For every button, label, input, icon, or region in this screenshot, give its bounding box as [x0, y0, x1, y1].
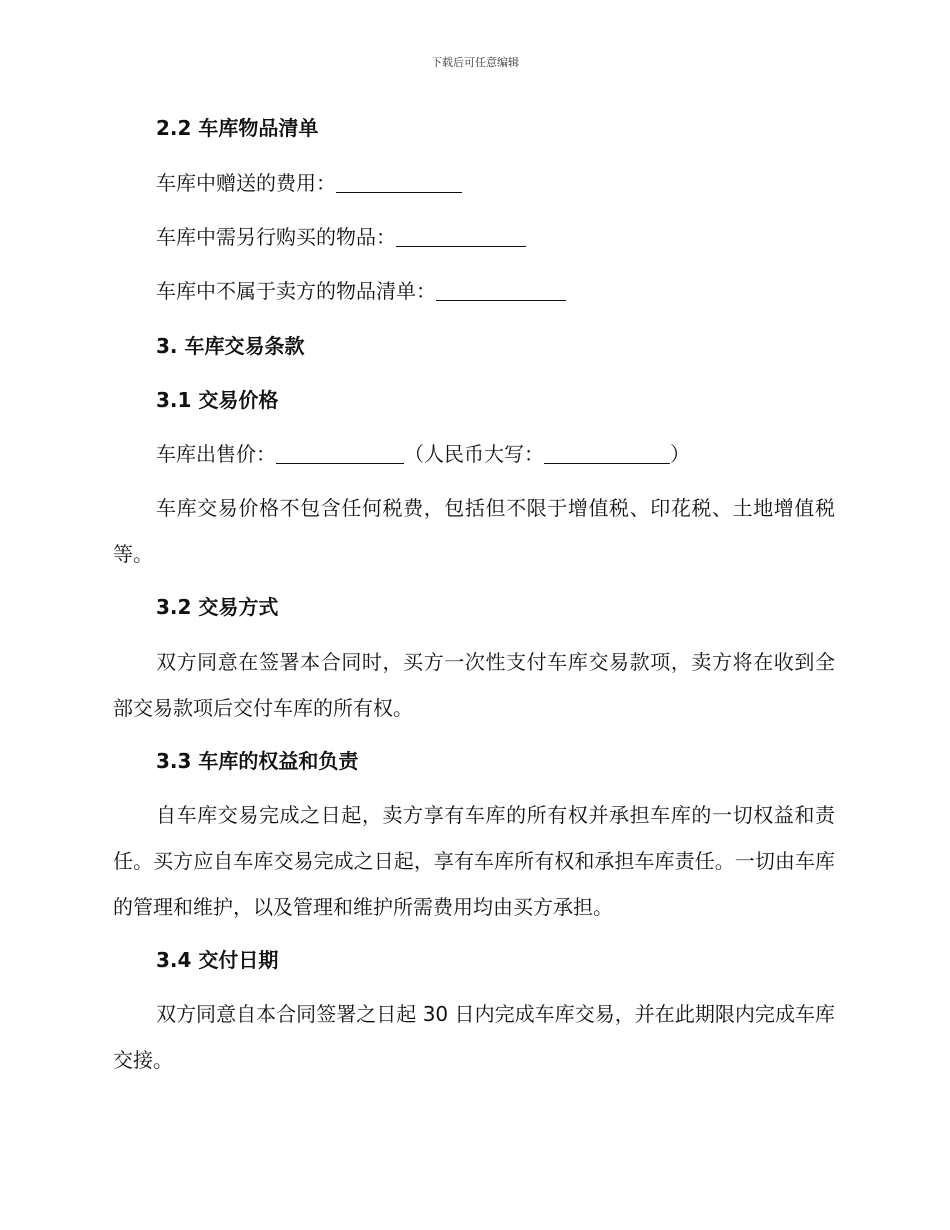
gift-fee-line: [156, 160, 836, 206]
extra-items-label: 车库中需另行购买的物品：: [156, 225, 396, 249]
price-blank[interactable]: [276, 443, 404, 464]
payment-paragraph: 双方同意在签署本合同时，买方一次性支付车库交易款项，卖方将在收到全部交易款项后交付车库的所有权。: [113, 650, 835, 720]
page-header-note: 下载后可任意编辑: [431, 56, 519, 69]
price-upper-blank[interactable]: [544, 443, 670, 464]
section-2-2-heading: 2.2 车库物品清单: [156, 116, 319, 140]
non-seller-items-label: 车库中不属于卖方的物品清单：: [156, 279, 436, 303]
section-3-heading: 3. 车库交易条款: [156, 334, 305, 358]
price-label: 车库出售价：: [156, 442, 276, 466]
section-3-4-heading: 3.4 交付日期: [156, 948, 279, 972]
extra-items-line: [156, 214, 836, 260]
rights-paragraph: 自车库交易完成之日起，卖方享有车库的所有权并承担车库的一切权益和责任。买方应自车库交易完成之日起，享有车库所有权和承担车库责任。一切由车库的管理和维护，以及管理和维护所需费用均由买方承担。: [113, 803, 835, 919]
price-line: [156, 431, 836, 477]
section-3-2-heading: 3.2 交易方式: [156, 595, 279, 619]
delivery-paragraph: 双方同意自本合同签署之日起 30 日内完成车库交易，并在此期限内完成车库交接。: [113, 1002, 835, 1072]
extra-items-blank[interactable]: [396, 226, 526, 247]
gift-fee-label: 车库中赠送的费用：: [156, 171, 336, 195]
non-seller-items-blank[interactable]: [436, 280, 566, 301]
gift-fee-blank[interactable]: [336, 172, 462, 193]
section-3-3-heading: 3.3 车库的权益和负责: [156, 749, 359, 773]
price-upper-close: ）: [670, 442, 690, 466]
non-seller-items-line: [156, 268, 836, 314]
tax-paragraph: 车库交易价格不包含任何税费，包括但不限于增值税、印花税、土地增值税等。: [113, 496, 835, 566]
price-upper-open: （人民币大写：: [404, 442, 544, 466]
section-3-1-heading: 3.1 交易价格: [156, 388, 279, 412]
